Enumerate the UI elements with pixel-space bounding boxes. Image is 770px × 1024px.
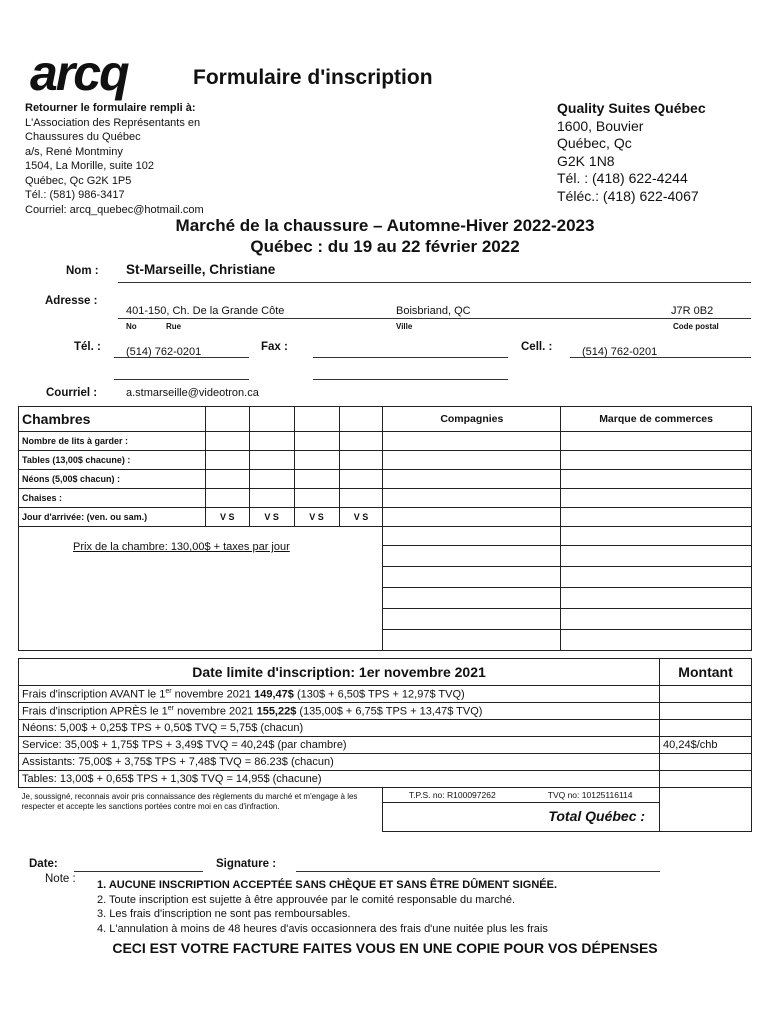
brand-cell[interactable] — [561, 567, 752, 588]
company-cell[interactable] — [383, 609, 561, 630]
adresse-label: Adresse : — [45, 295, 98, 307]
brand-cell[interactable] — [561, 451, 752, 470]
tel-label: Tél. : — [74, 341, 101, 353]
brand-cell[interactable] — [561, 630, 752, 651]
room-price: Prix de la chambre: 130,00$ + taxes par jour — [73, 541, 290, 553]
street-field[interactable]: 401-150, Ch. De la Grande Côte — [126, 305, 285, 317]
postal-field[interactable]: J7R 0B2 — [671, 305, 714, 317]
nom-label: Nom : — [66, 265, 99, 277]
form-title: Formulaire d'inscription — [193, 66, 433, 89]
cell-underline — [570, 357, 751, 358]
notes-list — [97, 878, 557, 936]
return-address — [25, 101, 204, 217]
city-field[interactable]: Boisbriand, QC — [396, 305, 471, 317]
disclaimer: Je, soussigné, reconnais avoir pris connaissance des règlements du marché et m'engage à les respecter et accepte les sanctions portées contre moi en cas d'infraction. — [19, 788, 383, 832]
note-item: 3. Les frais d'inscription ne sont pas remboursables. — [97, 908, 351, 920]
company-cell[interactable] — [383, 527, 561, 546]
tel-underline — [114, 357, 249, 358]
row-label-lits: Nombre de lits à garder : — [19, 432, 206, 451]
fax-field[interactable] — [313, 357, 508, 358]
nom-underline — [118, 282, 751, 283]
company-cell[interactable] — [383, 489, 561, 508]
vs-option[interactable]: V S — [339, 508, 383, 527]
rooms-cell[interactable] — [249, 407, 294, 432]
fee-before: Frais d'inscription AVANT le 1er novembre 2021 149,47$ (130$ + 6,50$ TPS + 12,97$ TVQ) — [19, 686, 660, 703]
hotel-line: G2K 1N8 — [557, 152, 615, 169]
row-label-chaises: Chaises : — [19, 489, 206, 508]
company-cell[interactable] — [383, 567, 561, 588]
tel-field[interactable]: (514) 762-0201 — [126, 346, 202, 358]
rooms-cell[interactable] — [339, 432, 383, 451]
fax2-underline — [313, 379, 508, 380]
return-line: 1504, La Morille, suite 102 — [25, 160, 155, 172]
courriel-label: Courriel : — [46, 387, 98, 399]
brand-cell[interactable] — [561, 609, 752, 630]
hotel-line: Tél. : (418) 622-4244 — [557, 170, 688, 186]
companies-header: Compagnies — [383, 407, 561, 432]
cell-label: Cell. : — [521, 341, 553, 353]
brand-cell[interactable] — [561, 432, 752, 451]
tax-cell — [383, 788, 660, 832]
fax-label: Fax : — [261, 341, 288, 353]
fee-after: Frais d'inscription APRÈS le 1er novembre 2021 155,22$ (135,00$ + 6,75$ TPS + 13,47$ TVQ) — [19, 703, 660, 720]
company-cell[interactable] — [383, 588, 561, 609]
postal-label: Code postal — [673, 322, 719, 331]
fee-assistants: Assistants: 75,00$ + 3,75$ TPS + 7,48$ TVQ = 86.23$ (chacun) — [19, 754, 660, 771]
amount-cell[interactable] — [660, 720, 752, 737]
ville-label: Ville — [396, 322, 413, 331]
return-heading: Retourner le formulaire rempli à: — [25, 102, 196, 114]
cell-field[interactable]: (514) 762-0201 — [582, 346, 658, 358]
arcq-logo — [30, 52, 180, 102]
hotel-line: Téléc.: (418) 622-4067 — [557, 187, 699, 204]
date-label: Date: — [29, 858, 58, 870]
rooms-cell[interactable] — [339, 407, 383, 432]
rooms-cell[interactable] — [339, 470, 383, 489]
total-amount[interactable] — [660, 788, 752, 832]
rooms-cell[interactable] — [294, 407, 339, 432]
note-item: 1. AUCUNE INSCRIPTION ACCEPTÉE SANS CHÈQUE ET SANS ÊTRE DÛMENT SIGNÉE. — [97, 879, 558, 891]
rooms-heading: Chambres — [19, 407, 206, 432]
tps-number: T.P.S. no: R100097262 — [408, 790, 496, 800]
adresse-underline — [118, 318, 751, 319]
note-item: 4. L'annulation à moins de 48 heures d'avis occasionnera des frais d'une nuitée plus les frais — [97, 922, 548, 935]
company-cell[interactable] — [383, 451, 561, 470]
rue-label: Rue — [166, 322, 182, 331]
fees-table — [18, 658, 752, 832]
courriel-field[interactable]: a.stmarseille@videotron.ca — [126, 387, 259, 399]
montant-header: Montant — [660, 659, 752, 686]
hotel-line: Québec, Qc — [557, 135, 632, 151]
rooms-cell[interactable] — [205, 407, 249, 432]
return-line: a/s, René Montminy — [25, 145, 123, 158]
note-label: Note : — [45, 873, 76, 885]
company-cell[interactable] — [383, 470, 561, 489]
vs-option[interactable]: V S — [294, 508, 339, 527]
brand-cell[interactable] — [561, 527, 752, 546]
amount-cell[interactable] — [660, 703, 752, 720]
rooms-cell[interactable] — [294, 470, 339, 489]
company-cell[interactable] — [383, 546, 561, 567]
rooms-cell[interactable] — [294, 451, 339, 470]
hotel-name: Quality Suites Québec — [557, 100, 706, 116]
company-cell[interactable] — [383, 630, 561, 651]
rooms-cell[interactable] — [249, 451, 294, 470]
row-label-tables: Tables (13,00$ chacune) : — [19, 451, 206, 470]
rooms-cell[interactable] — [294, 489, 339, 508]
amount-cell[interactable] — [660, 771, 752, 788]
brand-cell[interactable] — [561, 489, 752, 508]
fee-service: Service: 35,00$ + 1,75$ TPS + 3,49$ TVQ = 40,24$ (par chambre) — [19, 737, 660, 754]
return-line: Courriel: arcq_quebec@hotmail.com — [25, 203, 204, 216]
signature-field[interactable] — [296, 871, 660, 872]
rooms-cell[interactable] — [249, 432, 294, 451]
rooms-cell[interactable] — [205, 432, 249, 451]
service-amount[interactable]: 40,24$/chb — [660, 737, 752, 754]
rooms-cell[interactable] — [205, 489, 249, 508]
rooms-cell[interactable] — [339, 451, 383, 470]
rooms-cell[interactable] — [205, 470, 249, 489]
brand-cell[interactable] — [561, 546, 752, 567]
event-dates: Québec : du 19 au 22 février 2022 — [250, 237, 520, 256]
rooms-cell[interactable] — [249, 470, 294, 489]
logo-text: arcq — [30, 52, 128, 101]
hotel-address — [557, 100, 706, 205]
vs-option[interactable]: V S — [205, 508, 249, 527]
rooms-cell[interactable] — [339, 489, 383, 508]
amount-cell[interactable] — [660, 754, 752, 771]
return-line: L'Association des Représentants en — [25, 116, 201, 129]
fee-neons: Néons: 5,00$ + 0,25$ TPS + 0,50$ TVQ = 5,75$ (chacun) — [19, 720, 660, 737]
return-line: Tél.: (581) 986-3417 — [25, 189, 125, 201]
brands-header: Marque de commerces — [561, 407, 752, 432]
return-line: Québec, Qc G2K 1P5 — [25, 174, 132, 187]
event-title: Marché de la chaussure – Automne-Hiver 2022-2023 — [175, 216, 595, 235]
row-label-arrivee: Jour d'arrivée: (ven. ou sam.) — [19, 508, 206, 527]
hotel-line: 1600, Bouvier — [557, 117, 644, 134]
signature-label: Signature : — [216, 858, 277, 870]
nom-field[interactable]: St-Marseille, Christiane — [126, 262, 276, 277]
row-label-neons: Néons (5,00$ chacun) : — [19, 470, 206, 489]
rooms-cell[interactable] — [249, 489, 294, 508]
tvq-number: TVQ no: 10125116114 — [547, 790, 633, 800]
company-cell[interactable] — [383, 508, 561, 527]
note-item: 2. Toute inscription est sujette à être approuvée par le comité responsable du marché. — [97, 893, 516, 906]
rooms-table — [18, 406, 752, 651]
brand-cell[interactable] — [561, 508, 752, 527]
no-label: No — [126, 322, 137, 331]
return-line: Chaussures du Québec — [25, 131, 141, 143]
date-field[interactable] — [74, 871, 203, 872]
tel2-underline — [114, 379, 249, 380]
rooms-cell[interactable] — [294, 432, 339, 451]
rooms-cell[interactable] — [205, 451, 249, 470]
total-label: Total Québec : — [548, 808, 646, 824]
amount-cell[interactable] — [660, 686, 752, 703]
brand-cell[interactable] — [561, 588, 752, 609]
vs-option[interactable]: V S — [249, 508, 294, 527]
company-cell[interactable] — [383, 432, 561, 451]
brand-cell[interactable] — [561, 470, 752, 489]
fee-tables: Tables: 13,00$ + 0,65$ TPS + 1,30$ TVQ = 14,95$ (chacune) — [19, 771, 660, 788]
invoice-notice: CECI EST VOTRE FACTURE FAITES VOUS EN UNE COPIE POUR VOS DÉPENSES — [112, 940, 658, 956]
deadline-heading: Date limite d'inscription: 1er novembre 2021 — [19, 659, 660, 686]
